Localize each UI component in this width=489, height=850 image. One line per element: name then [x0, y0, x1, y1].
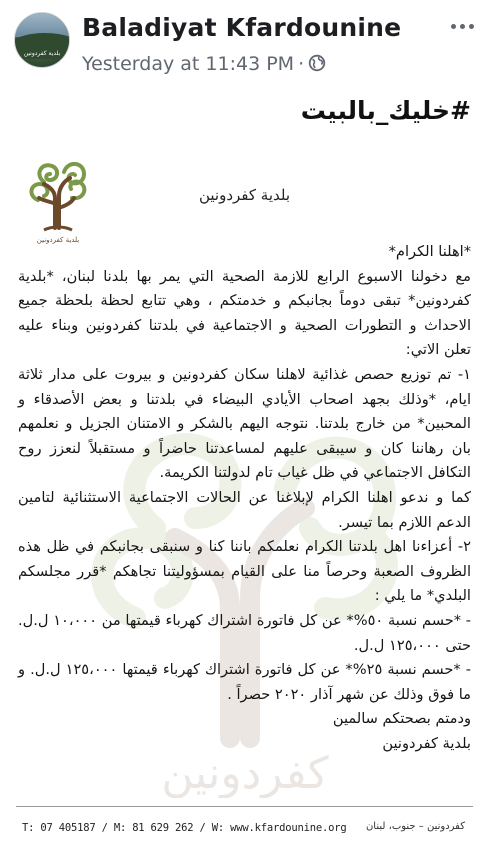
more-options-icon[interactable] [451, 14, 475, 38]
globe-icon[interactable] [308, 54, 326, 72]
footer-contact: T: 07 405187 / M: 81 629 262 / W: www.kfardounine.org [22, 822, 347, 834]
letter-paragraph: كما و ندعو اهلنا الكرام لإبلاغنا عن الحالات الاجتماعية الاستثنائية لتامين الدعم اللازم بما تيسر. [18, 488, 471, 531]
post-hashtag[interactable]: #خليك_بالبيت [300, 96, 471, 125]
post-meta [82, 52, 326, 76]
letter-closing: ودمتم بصحتكم سالمين [332, 710, 471, 728]
letterhead-title: بلدية كفردونين [198, 186, 291, 204]
avatar-caption: بلدية كفردونين [23, 50, 61, 57]
letter-signature: بلدية كفردونين [382, 734, 471, 752]
letter-greeting: *اهلنا الكرام* [388, 243, 471, 260]
letter-paragraph: مع دخولنا الاسبوع الرابع للازمة الصحية التي يمر بها بلدنا لبنان، *بلدية كفردونين* تبقى دوماً بجانبكم و خدمتكم ، وهي تتابع لحظة بلحظة جميع الاحداث و التطورات الصحية و الاجتماعية في بلدتنا كفردونين وبناء عليه تعلن الاتي: [18, 267, 471, 359]
page-name-link[interactable]: Baladiyat Kfardounine [82, 13, 402, 42]
post-timestamp[interactable]: Yesterday at 11:43 PM [82, 53, 295, 75]
meta-separator: · [298, 53, 305, 75]
footer-divider [16, 806, 473, 807]
letter-paragraph: ١- تم توزيع حصص غذائية لاهلنا سكان كفردونين و بيروت على مدار ثلاثة ايام، *وذلك بجهد اصحاب الأيادي البيضاء في بلدتنا و بعض الأصدقاء و المحبين* من خارج بلدتنا. نتوجه اليهم بالشكر و الامتنان الجزيل و نعلمهم بان رهاننا كان و سيبقى عليهم لمساعدتنا حاضراً و مستقبلاً لنعزز روح التكافل الاجتماعي في ظل غياب تام لدولتنا الكريمة. [18, 365, 471, 482]
watermark-caption: كفردونين [161, 748, 329, 798]
page-avatar[interactable] [14, 12, 70, 68]
letter-paragraph: ٢- أعزاءنا اهل بلدتنا الكرام نعلمكم باننا كنا و سنبقى بجانبكم في ظل هذه الظروف الصعبة وحرصاً منا على القيام بمسؤوليتنا تجاهكم *قرر مجلسكم البلدي* ما يلي : [18, 538, 471, 605]
post-header [0, 0, 489, 90]
letter-paragraph: - *حسم نسبة ٢٥%* عن كل فاتورة اشتراك كهرباء قيمتها ١٢٥،٠٠٠ ل.ل. و ما فوق وذلك عن شهر آذار ٢٠٢٠ حصراً . [18, 661, 472, 703]
logo-caption: بلدية كفردونين [36, 236, 80, 244]
letter-image [10, 138, 479, 850]
letter-body [18, 240, 471, 756]
letter-paragraph: - *حسم نسبة ٥٠%* عن كل فاتورة اشتراك كهرباء قيمتها من ١٠،٠٠٠ ل.ل. حتى ١٢٥،٠٠٠ ل.ل. [18, 611, 471, 654]
footer-address: كفردونين – جنوب، لبنان [365, 821, 465, 832]
